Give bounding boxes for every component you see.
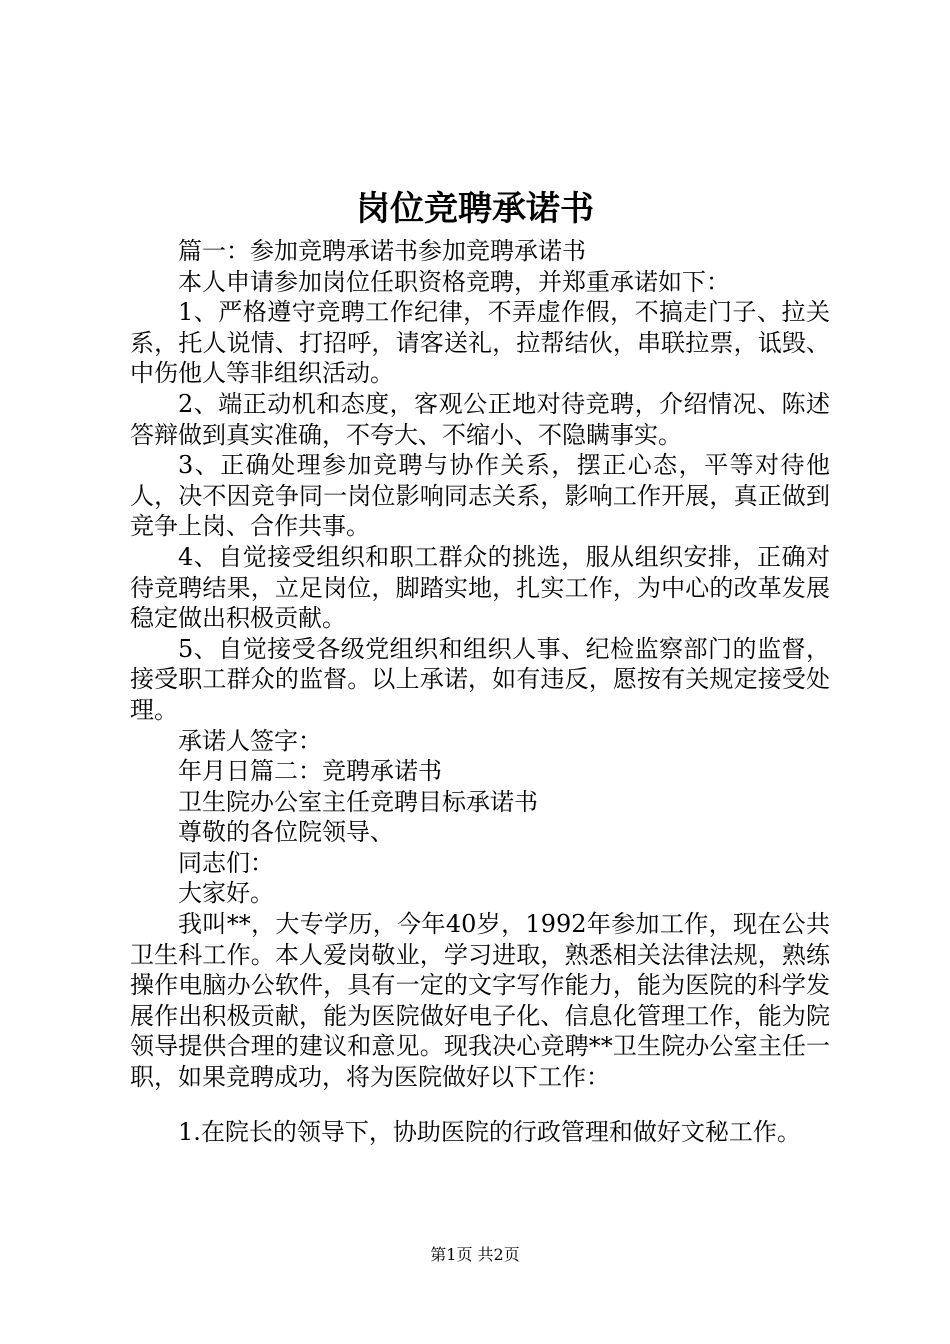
- signature-line: 承诺人签字：: [178, 726, 322, 755]
- paragraph: 4、自觉接受组织和职工群众的挑选，服从组织安排，正确对待竞聘结果，立足岗位，脚踏实地，扎实工作，为中心的改革发展稳定做出积极贡献。: [130, 542, 830, 633]
- greeting: 大家好。: [178, 879, 274, 908]
- section-heading: 卫生院办公室主任竞聘目标承诺书: [178, 787, 538, 816]
- paragraph: 本人申请参加岗位任职资格竞聘，并郑重承诺如下：: [178, 267, 730, 296]
- salutation: 尊敬的各位院领导、: [178, 818, 394, 847]
- document-body: [130, 236, 830, 1147]
- paragraph: 篇一：参加竞聘承诺书参加竞聘承诺书: [178, 237, 586, 265]
- page-footer: 第1页 共2页: [430, 1245, 520, 1264]
- document-title: 岗位竞聘承诺书: [356, 189, 594, 229]
- paragraph: 1、严格遵守竞聘工作纪律，不弄虚作假，不搞走门子、拉关系，托人说情、打招呼，请客送礼，拉帮结伙，串联拉票，诋毁、中伤他人等非组织活动。: [130, 298, 830, 388]
- paragraph: 3、正确处理参加竞聘与协作关系，摆正心态，平等对待他人，决不因竞争同一岗位影响同志关系，影响工作开展，真正做到竞争上岗、合作共事。: [130, 451, 830, 541]
- paragraph: 我叫**，大专学历，今年40岁，1992年参加工作，现在公共卫生科工作。本人爱岗敬业，学习进取，熟悉相关法律法规，熟练操作电脑办公软件，具有一定的文字写作能力，能为医院的科学发展作出积极贡献，能为医院做好电子化、信息化管理工作，能为院领导提供合理的建议和意见。现我决心竞聘**卫生院办公室主任一职，如果竞聘成功，将为医院做好以下工作：: [130, 910, 830, 1092]
- date-line: 年月日篇二：竞聘承诺书: [178, 757, 442, 786]
- paragraph: 5、自觉接受各级党组织和组织人事、纪检监察部门的监督，接受职工群众的监督。以上承诺，如有违反，愿按有关规定接受处理。: [130, 634, 830, 724]
- salutation: 同志们：: [178, 848, 274, 877]
- list-item: 1.在院长的领导下，协助医院的行政管理和做好文秘工作。: [178, 1117, 801, 1146]
- paragraph: 2、端正动机和态度，客观公正地对待竞聘，介绍情况、陈述答辩做到真实准确，不夸大、不缩小、不隐瞒事实。: [130, 389, 830, 449]
